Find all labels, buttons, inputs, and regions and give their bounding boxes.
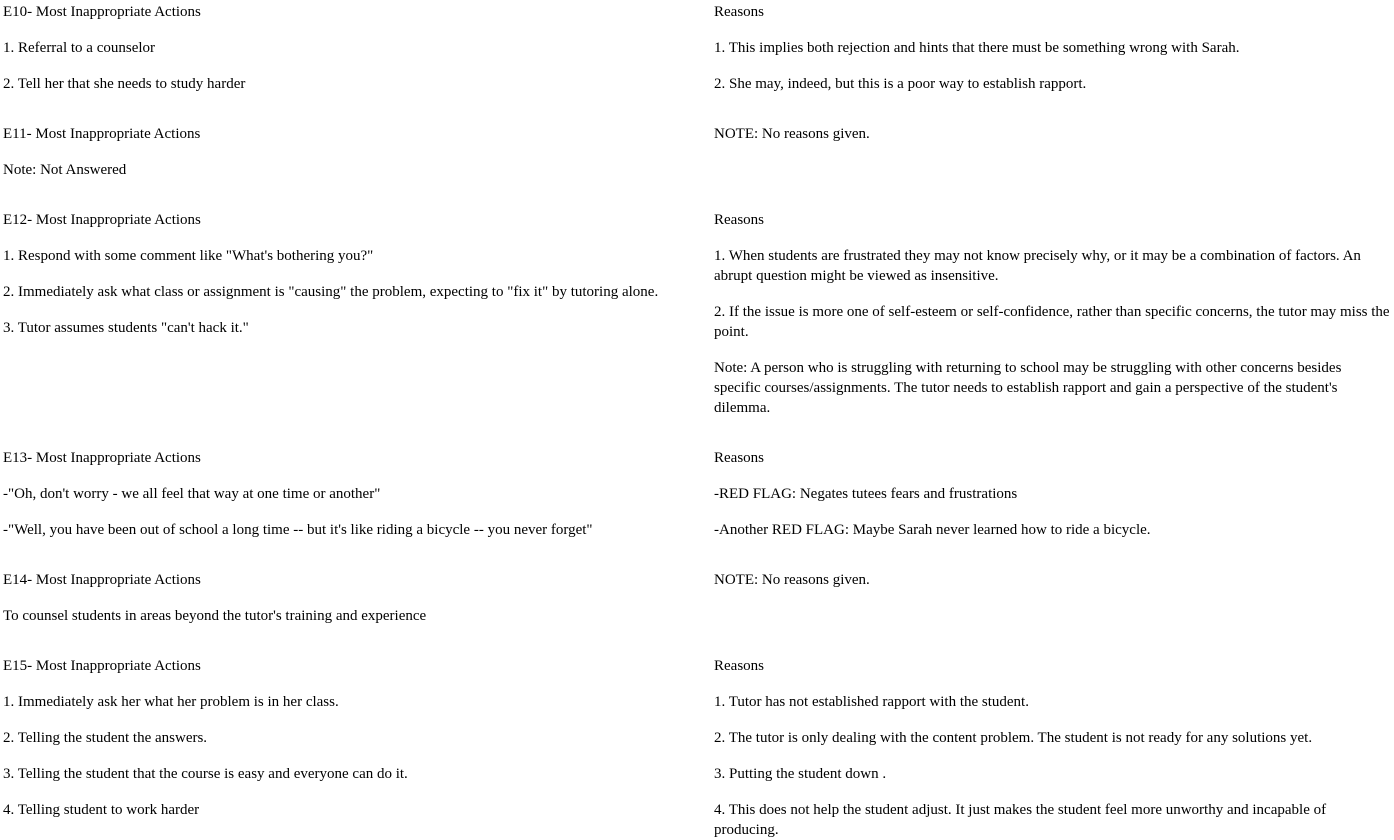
reason-item: 2. If the issue is more one of self-esteem or self-confidence, rather than specific concerns, the tutor may miss the point. [714,304,1390,340]
action-item: -"Oh, don't worry - we all feel that way at one time or another" [3,486,381,502]
reasons-column [714,124,1390,144]
reasons-heading: Reasons [714,450,764,466]
actions-column [3,124,671,180]
action-item: 2. Tell her that she needs to study harder [3,76,246,92]
reason-note: Note: A person who is struggling with returning to school may be struggling with other concerns besides specific courses/assignments. The tutor needs to establish rapport and gain a perspective of the student's dilemma. [714,360,1342,416]
action-item: -"Well, you have been out of school a long time -- but it's like riding a bicycle -- you never forget" [3,522,593,538]
reason-item: -Another RED FLAG: Maybe Sarah never learned how to ride a bicycle. [714,522,1151,538]
reason-item: 3. Putting the student down . [714,766,887,782]
actions-column [3,210,671,338]
action-item: To counsel students in areas beyond the tutor's training and experience [3,608,427,624]
section-heading: E15- Most Inappropriate Actions [3,658,201,674]
actions-column [3,570,671,626]
section-heading: E11- Most Inappropriate Actions [3,126,201,142]
reason-item: -RED FLAG: Negates tutees fears and frustrations [714,486,1018,502]
reasons-note: NOTE: No reasons given. [714,572,870,588]
reason-item: 2. She may, indeed, but this is a poor way to establish rapport. [714,76,1087,92]
section-heading: E14- Most Inappropriate Actions [3,572,201,588]
section-heading: E13- Most Inappropriate Actions [3,450,201,466]
section-heading: E12- Most Inappropriate Actions [3,212,201,228]
reasons-column [714,448,1390,540]
reason-item: 2. The tutor is only dealing with the content problem. The student is not ready for any solutions yet. [714,730,1313,746]
action-item: 1. Immediately ask her what her problem is in her class. [3,694,339,710]
action-item: 2. Immediately ask what class or assignment is "causing" the problem, expecting to "fix it" by tutoring alone. [3,284,659,300]
reasons-heading: Reasons [714,4,764,20]
action-item: 1. Referral to a counselor [3,40,156,56]
action-item: 3. Telling the student that the course is easy and everyone can do it. [3,766,408,782]
section-heading: E10- Most Inappropriate Actions [3,4,201,20]
reason-item: 4. This does not help the student adjust. It just makes the student feel more unworthy and incapable of producing. [714,802,1327,838]
action-item: 2. Telling the student the answers. [3,730,208,746]
reasons-note: NOTE: No reasons given. [714,126,870,142]
actions-column [3,656,671,820]
action-item: 4. Telling student to work harder [3,802,200,818]
action-item: 3. Tutor assumes students "can't hack it." [3,320,249,336]
actions-column [3,448,671,540]
reason-item: 1. Tutor has not established rapport with the student. [714,694,1029,710]
actions-column [3,2,671,94]
reasons-heading: Reasons [714,212,764,228]
reason-item: 1. This implies both rejection and hints that there must be something wrong with Sarah. [714,40,1240,56]
reasons-column [714,656,1390,840]
note-text: Note: Not Answered [3,162,127,178]
reasons-column [714,2,1390,94]
reason-item: 1. When students are frustrated they may not know precisely why, or it may be a combination of factors. An abrupt question might be viewed as insensitive. [714,248,1361,284]
reasons-column [714,210,1390,418]
action-item: 1. Respond with some comment like "What's bothering you?" [3,248,374,264]
reasons-heading: Reasons [714,658,764,674]
reasons-column [714,570,1390,590]
